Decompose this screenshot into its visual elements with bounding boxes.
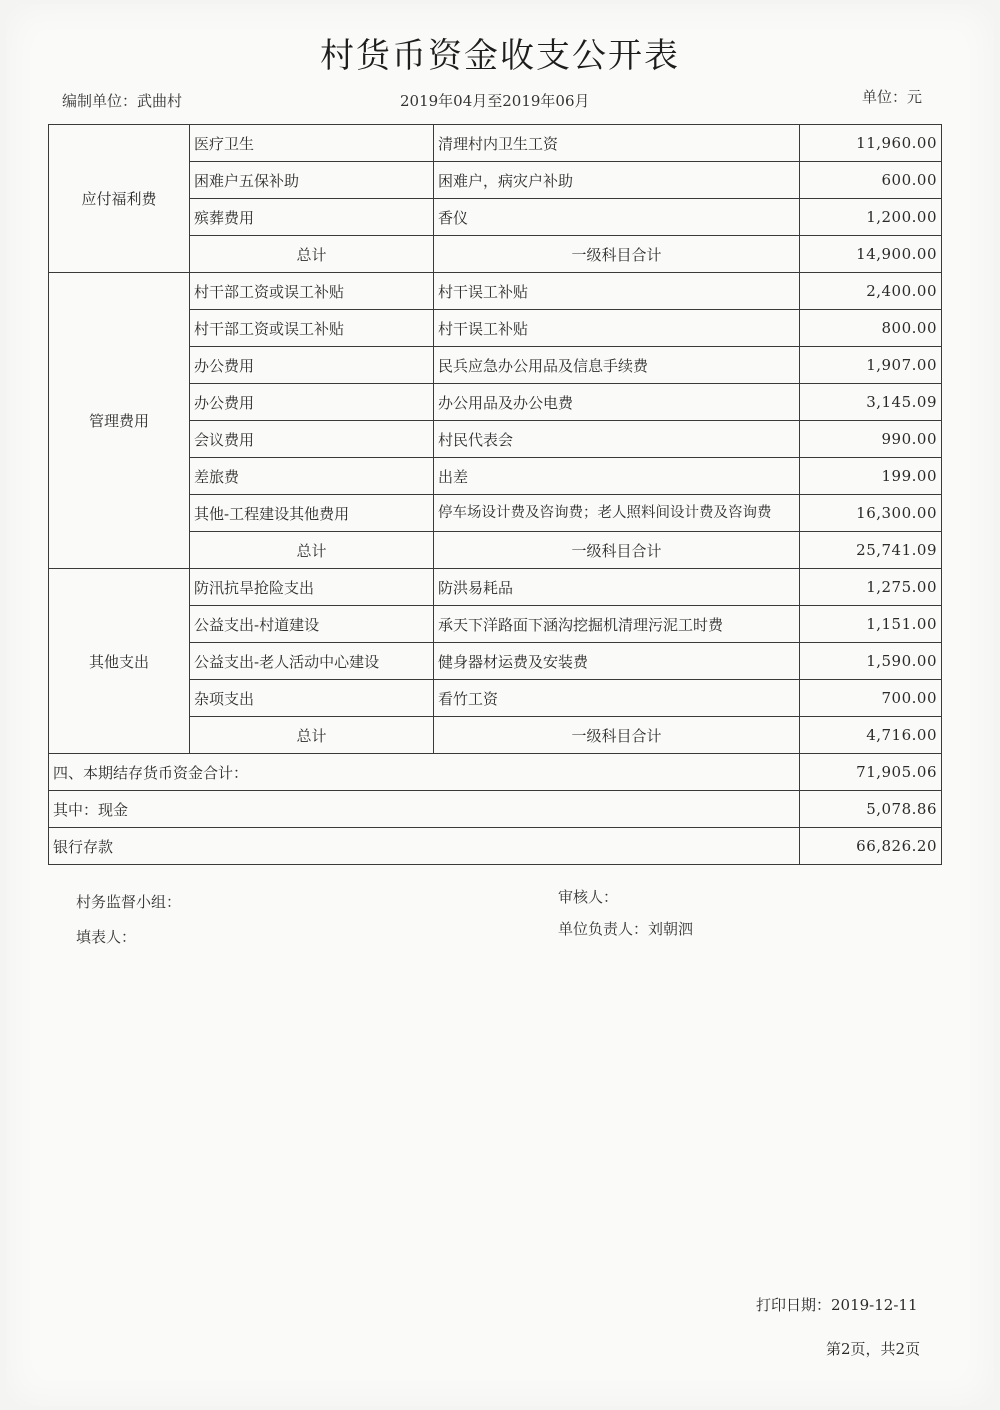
subject-cell: 困难户五保补助 xyxy=(190,162,434,199)
balance-amount: 71,905.06 xyxy=(800,754,942,791)
description-cell: 健身器材运费及安装费 xyxy=(434,643,800,680)
subject-cell: 差旅费 xyxy=(190,458,434,495)
subject-cell: 会议费用 xyxy=(190,421,434,458)
total-description: 一级科目合计 xyxy=(434,236,800,273)
supervision-group-label: 村务监督小组： xyxy=(76,893,182,911)
ledger-table xyxy=(48,124,942,865)
summary-row xyxy=(49,828,942,865)
cash-label: 其中：现金 xyxy=(49,791,800,828)
total-label: 总计 xyxy=(190,532,434,569)
subject-cell: 村干部工资或误工补贴 xyxy=(190,273,434,310)
subject-cell: 公益支出-村道建设 xyxy=(190,606,434,643)
total-amount: 25,741.09 xyxy=(800,532,942,569)
amount-cell: 1,590.00 xyxy=(800,643,942,680)
table-row xyxy=(49,125,942,162)
category-cell: 应付福利费 xyxy=(49,125,190,273)
description-cell: 清理村内卫生工资 xyxy=(434,125,800,162)
reviewer-label: 审核人： xyxy=(558,888,619,906)
subject-cell: 村干部工资或误工补贴 xyxy=(190,310,434,347)
amount-cell: 600.00 xyxy=(800,162,942,199)
description-cell: 停车场设计费及咨询费；老人照料间设计费及咨询费 xyxy=(434,495,800,532)
amount-cell: 990.00 xyxy=(800,421,942,458)
amount-cell: 800.00 xyxy=(800,310,942,347)
reporting-period: 2019年04月至2019年06月 xyxy=(400,92,590,110)
category-cell: 其他支出 xyxy=(49,569,190,754)
document-title: 村货币资金收支公开表 xyxy=(320,36,680,76)
description-cell: 村民代表会 xyxy=(434,421,800,458)
cash-amount: 5,078.86 xyxy=(800,791,942,828)
description-cell: 村干误工补贴 xyxy=(434,310,800,347)
subject-cell: 杂项支出 xyxy=(190,680,434,717)
table-row xyxy=(49,273,942,310)
subject-cell: 其他-工程建设其他费用 xyxy=(190,495,434,532)
subject-cell: 医疗卫生 xyxy=(190,125,434,162)
amount-cell: 1,907.00 xyxy=(800,347,942,384)
bank-amount: 66,826.20 xyxy=(800,828,942,865)
subject-cell: 公益支出-老人活动中心建设 xyxy=(190,643,434,680)
subject-cell: 殡葬费用 xyxy=(190,199,434,236)
summary-row xyxy=(49,754,942,791)
description-cell: 办公用品及办公电费 xyxy=(434,384,800,421)
description-cell: 出差 xyxy=(434,458,800,495)
total-label: 总计 xyxy=(190,236,434,273)
subject-cell: 防汛抗旱抢险支出 xyxy=(190,569,434,606)
summary-row xyxy=(49,791,942,828)
table-row xyxy=(49,569,942,606)
amount-cell: 199.00 xyxy=(800,458,942,495)
description-cell: 困难户，病灾户补助 xyxy=(434,162,800,199)
total-description: 一级科目合计 xyxy=(434,532,800,569)
amount-cell: 1,200.00 xyxy=(800,199,942,236)
balance-label: 四、本期结存货币资金合计： xyxy=(49,754,800,791)
amount-cell: 3,145.09 xyxy=(800,384,942,421)
responsible-person-label: 单位负责人：刘朝泗 xyxy=(558,920,694,938)
compiling-unit: 编制单位：武曲村 xyxy=(62,92,183,110)
category-cell: 管理费用 xyxy=(49,273,190,569)
total-description: 一级科目合计 xyxy=(434,717,800,754)
amount-cell: 1,151.00 xyxy=(800,606,942,643)
subject-cell: 办公费用 xyxy=(190,347,434,384)
currency-unit: 单位：元 xyxy=(862,88,923,106)
page-number: 第2页，共2页 xyxy=(826,1340,921,1358)
total-amount: 14,900.00 xyxy=(800,236,942,273)
total-label: 总计 xyxy=(190,717,434,754)
total-amount: 4,716.00 xyxy=(800,717,942,754)
description-cell: 承天下洋路面下涵沟挖掘机清理污泥工时费 xyxy=(434,606,800,643)
description-cell: 防洪易耗品 xyxy=(434,569,800,606)
bank-label: 银行存款 xyxy=(49,828,800,865)
description-cell: 民兵应急办公用品及信息手续费 xyxy=(434,347,800,384)
amount-cell: 16,300.00 xyxy=(800,495,942,532)
filler-label: 填表人： xyxy=(76,928,137,946)
print-date: 打印日期：2019-12-11 xyxy=(756,1296,918,1314)
description-cell: 香仪 xyxy=(434,199,800,236)
subject-cell: 办公费用 xyxy=(190,384,434,421)
amount-cell: 1,275.00 xyxy=(800,569,942,606)
amount-cell: 700.00 xyxy=(800,680,942,717)
description-cell: 村干误工补贴 xyxy=(434,273,800,310)
description-cell: 看竹工资 xyxy=(434,680,800,717)
amount-cell: 11,960.00 xyxy=(800,125,942,162)
amount-cell: 2,400.00 xyxy=(800,273,942,310)
